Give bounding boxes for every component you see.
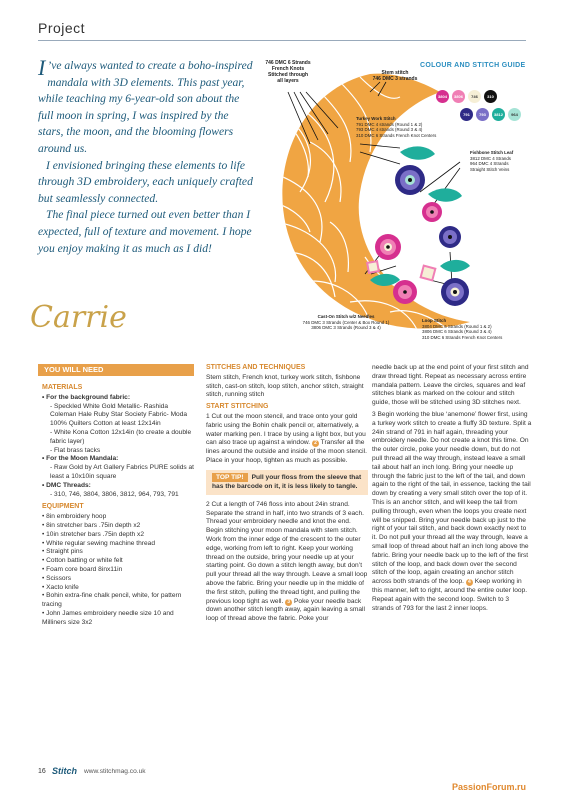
thread-chip-746: 746 (468, 90, 481, 103)
label-cast-on-2: 746 DMC 3 Strands (Center & Box Round 1) (302, 319, 390, 325)
start-stitching-title: START STITCHING (206, 403, 269, 411)
intro-p1-text: ’ve always wanted to create a boho-inspired mandala with 3D elements. This past year, while teaching my 6-year-old son about the full moon in spring, I was inspired by the stars, the moon, and the blooming flowers around us. (38, 59, 253, 155)
label-stem-2: 746 DMC 3 strands (372, 76, 418, 82)
equipment-item: • 8in stretcher bars .75in depth x2 (42, 521, 141, 529)
label-loop-1: Loop Stitch (422, 318, 447, 323)
label-cast-on-3: 3806 DMC 3 Strands (Round 3 & 4) (311, 325, 381, 331)
step-2-text-b: Poke your needle back down another stitch length away, again leaving a small loop of thread above the fabric. Poke your (206, 597, 365, 623)
materials-item: • DMC Threads: (42, 481, 91, 489)
thread-chip-791: 791 (460, 108, 473, 121)
materials-item: - 310, 746, 3804, 3806, 3812, 964, 793, 791 (50, 490, 179, 498)
intro-text (38, 55, 254, 257)
materials-item: • For the background fabric: (42, 393, 131, 401)
equipment-item: • White regular sewing machine thread (42, 539, 155, 547)
colour-stitch-guide-title: COLOUR AND STITCH GUIDE (420, 62, 526, 69)
thread-chip-793: 793 (476, 108, 489, 121)
fishbone-leaves (370, 146, 470, 286)
materials-item: - White Kona Cotton 12x14in (to create a double fabric layer) (50, 428, 192, 445)
drop-cap: I (38, 55, 46, 80)
step-1 (206, 413, 368, 466)
instructions-column-2 (372, 364, 532, 616)
label-fishbone-3: 964 DMC 4 Strands (470, 161, 509, 167)
label-turkey-work (356, 116, 446, 138)
label-loop-2: 3804 DMC 6 Strands (Round 1 & 2) (422, 323, 492, 329)
step-1-text-a: 1 Cut out the moon stencil, and trace onto your gold fabric using the Bohin chalk pencil or, alternatively, a water marking pen. I trace by using a light box, but you can also trace up against a window. (206, 412, 366, 447)
equipment-title: EQUIPMENT (42, 503, 84, 511)
step-number-badge: 3 (285, 599, 292, 606)
top-tip-label: TOP TIP! (212, 473, 248, 482)
equipment-item: • Xacto knife (42, 583, 79, 591)
thread-chip-310: 310 (484, 90, 497, 103)
instructions-column-1 (206, 364, 368, 627)
label-turkey-3: 793 DMC 4 strands (Round 3 & 4) (356, 127, 423, 133)
top-tip-text: Pull your floss from the sleeve that has the barcode on it, it is less likely to tangle. (212, 473, 362, 490)
label-stem-1: Stem stitch (381, 70, 409, 76)
equipment-item: • Cotton batting or white felt (42, 557, 123, 565)
intro-paragraph-2: I envisioned bringing these elements to life through 3D embroidery, each uniquely crafted but seamlessly connected. (38, 158, 253, 205)
equipment-item: • Foam core board 8inx11in (42, 565, 123, 573)
step-3 (372, 411, 532, 613)
step-number-badge: 2 (312, 440, 319, 447)
label-fishbone-1: Fishbone Stitch Leaf (470, 150, 514, 155)
signature: Carrie (30, 300, 127, 335)
label-loop-4: 310 DMC 6 Strands French Knot Centers (422, 334, 503, 340)
top-tip-box (206, 470, 368, 495)
thread-chips-row1 (436, 90, 497, 103)
thread-chips-row2 (460, 108, 521, 121)
thread-chip-964: 964 (508, 108, 521, 121)
step-3-text-b: Keep working in this manner, left to right, around the entire outer loop. Repeat again with the second loop. Switch to 3 strands of 793 for the last 2 inner loops. (372, 578, 528, 612)
you-will-need-header: YOU WILL NEED (38, 364, 194, 376)
page-number: 16 (38, 768, 46, 775)
label-turkey-4: 310 DMC 6 Strands French Knot Centers (356, 132, 437, 138)
watermark: PassionForum.ru (452, 782, 527, 792)
intro-paragraph-1 (38, 55, 254, 158)
label-fishbone (470, 150, 534, 172)
label-loop-3: 3806 DMC 6 Strands (Round 3 & 4) (422, 329, 492, 335)
label-cast-on (286, 314, 406, 331)
materials-item: - Speckled White Gold Metallic- Rashida Coleman Hale Ruby Star Society Fabric- Moda 100% Quilters Cotton at least 12x14in (50, 402, 188, 428)
materials-item: - Flat brass tacks (50, 446, 101, 454)
equipment-item: • John James embroidery needle size 10 and Milliners size 3x2 (42, 609, 174, 626)
brand-logo: Stitch (52, 766, 78, 776)
thread-chip-3806: 3806 (452, 90, 465, 103)
label-french-knots-2: French Knots (271, 66, 305, 72)
step-number-badge: 4 (466, 579, 473, 586)
you-will-need-list (42, 380, 194, 628)
materials-item: - Raw Gold by Art Gallery Fabrics PURE solids at least a 10x10in square (50, 464, 195, 480)
equipment-list (42, 513, 194, 627)
header-divider (38, 40, 526, 41)
step-1-text-b: Transfer all the lines around the outside and inside of the moon stencil. Place in your hoop, tighten as much as possible. (206, 439, 367, 464)
equipment-item: • Scissors (42, 574, 72, 582)
label-french-knots (258, 60, 318, 84)
label-french-knots-4: all layers (277, 78, 299, 84)
materials-title: MATERIALS (42, 384, 83, 391)
step-2 (206, 501, 368, 624)
equipment-item: • 8in embroidery hoop (42, 513, 107, 521)
label-fishbone-2: 3812 DMC 4 Strands (470, 155, 511, 161)
label-stem-stitch (360, 70, 430, 82)
equipment-item: • Straight pins (42, 548, 83, 556)
label-cast-on-1: Cast-On Stitch w/2 Needles (317, 314, 375, 319)
materials-list (42, 394, 194, 500)
label-loop-stitch (422, 318, 532, 340)
label-turkey-1: Turkey Work Stitch (356, 116, 396, 121)
equipment-item: • Bohin extra-fine chalk pencil, white, for pattern tracing (42, 592, 182, 609)
step-3-text-a: 3 Begin working the blue ‘anemone’ flower first, using a turkey work stitch to create a fluffy 3D texture. Split a 24in strand of 791 in half again, threading your embroidery needle. Do not create a knot this time. On the outer circle, poke your needle down, but do not pull thread all the way through, instead leave a small tail about half an inch long. Bring your needle up through the fabric just to the left of the tail, and down again to the right of the tail, in essence, tacking the tail down by creating a very small stitch over the top of it. This is an anchor stitch, and will keep the tail from pulling through, even when the loops you create next will be snipped. Bring your needle back up just to the right of your tail stitch, and back down exactly next to it. Do not pull your thread all the way through, leave a small loop of thread about half an inch long above the fabric. Bring your needle back up to the left of the first stitch of the loop, and back down over the second stitch of the loop, again creating an anchor stitch across both strands of the loop. (372, 410, 532, 586)
thread-chip-3804: 3804 (436, 90, 449, 103)
intro-paragraph-3: The final piece turned out even better than I expected, full of texture and movement. I hope you enjoy making it as much as I did! (38, 208, 252, 255)
techniques-title: STITCHES AND TECHNIQUES (206, 364, 306, 371)
label-french-knots-3: Stitched through (268, 72, 308, 78)
step-2-continued: needle back up at the end point of your first stitch and draw thread tight. Repeat as necessary across entire mandala pattern. Leave the circles, squares and leaf stitches blank as marked on the colour and stitch guide, those will be stitched using 3D stitches next. (372, 364, 529, 407)
label-turkey-2: 791 DMC 4 strands (Round 1 & 2) (356, 121, 423, 127)
label-fishbone-4: Straight Stitch Veins (470, 166, 510, 172)
step-2-text-a: 2 Cut a length of 746 floss into about 24in strand. Separate the strand in half, into two strands of 3 each. Thread your embroidery needle and knot the end. Begin stitching your moon mandala with stem stitch. Work from the inner edge of the crescent to the outer edge, working from left to right. Keep your working thread on the outside, bring your needle up at your starting point. Go down a stitch length away, but don’t pull your thread all the way through. Leave a small loop above the fabric. Bring your needle up in the middle of the first stitch, pulling the thread tight, and pulling the previous loop tight as well. (206, 500, 368, 605)
equipment-item: • 10in stretcher bars .75in depth x2 (42, 530, 145, 538)
techniques-text: Stem stitch, French knot, turkey work stitch, fishbone stitch, cast-on stitch, loop stitch, anchor stitch, straight stitch, running stitch (206, 373, 364, 399)
materials-item: • For the Moon Mandala: (42, 455, 119, 463)
section-label: Project (38, 20, 86, 36)
footer-url[interactable]: www.stitchmag.co.uk (84, 768, 146, 775)
label-french-knots-1: 746 DMC 6 Strands (265, 60, 311, 66)
thread-chip-3812: 3812 (492, 108, 505, 121)
